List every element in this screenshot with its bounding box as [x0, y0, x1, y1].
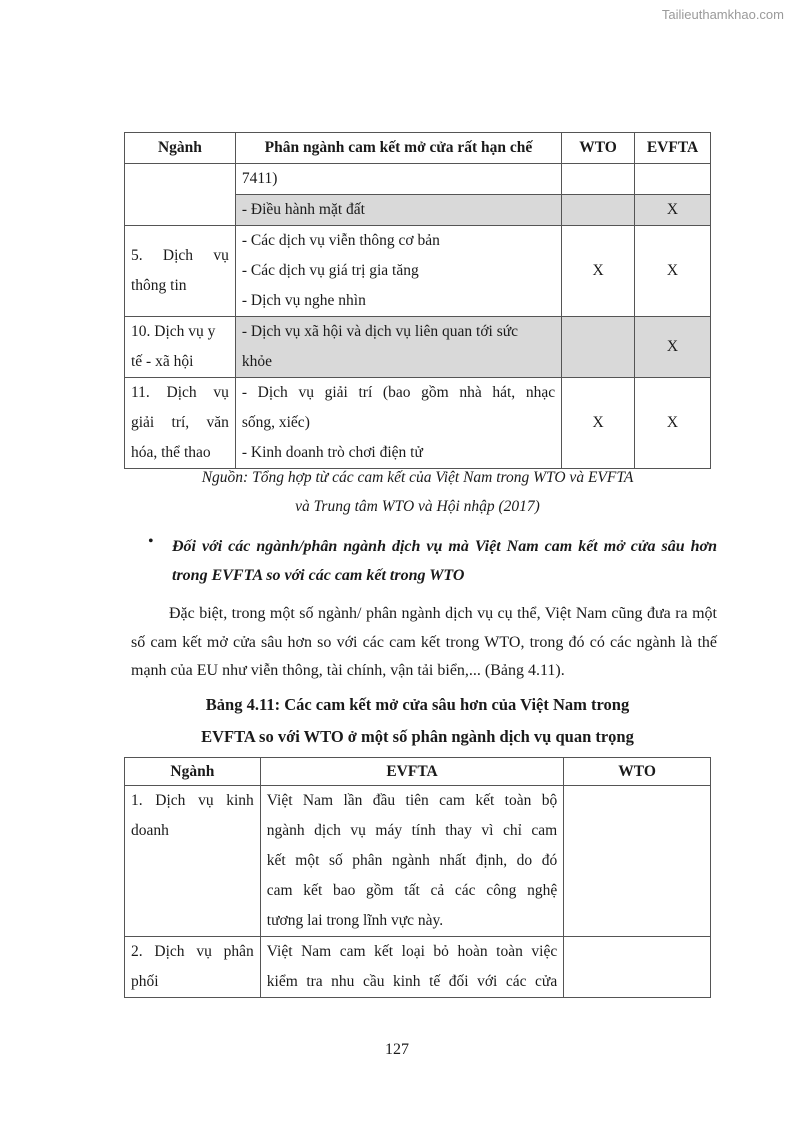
- sector-line: phối: [131, 973, 159, 990]
- sector-cell: [125, 317, 236, 378]
- sector-cell: [125, 786, 261, 937]
- wto-cell: [562, 317, 635, 378]
- subsector-line: - Kinh doanh trò chơi điện tử: [241, 444, 423, 461]
- table-row: [125, 317, 711, 378]
- table-header-row: [125, 758, 711, 786]
- subsector-line: sống, xiếc): [241, 414, 310, 431]
- subsector-cell: [235, 164, 561, 195]
- sector-cell: [125, 164, 236, 226]
- deeper-commitments-table: [124, 757, 711, 998]
- evfta-line: cam kết bao gồm tất cả các công nghệ: [266, 882, 558, 899]
- sector-cell: [125, 226, 236, 317]
- sector-line: thông tin: [131, 277, 187, 294]
- evfta-cell: X: [635, 195, 711, 226]
- subsector-cell: [235, 226, 561, 317]
- sector-line: giải trí, văn: [131, 414, 229, 431]
- header-evfta: EVFTA: [260, 758, 563, 786]
- subsector-line: - Dịch vụ nghe nhìn: [241, 292, 366, 309]
- subsector-line: khỏe: [241, 353, 272, 370]
- subsector-cell: [235, 378, 561, 469]
- evfta-line: Việt Nam lần đầu tiên cam kết toàn bộ: [266, 792, 558, 809]
- evfta-line: tương lai trong lĩnh vực này.: [266, 912, 444, 929]
- table-source-line-1: Nguồn: Tổng hợp từ các cam kết của Việt Nam trong WTO và EVFTA: [201, 469, 634, 486]
- bullet-icon: •: [148, 533, 154, 550]
- evfta-cell: [260, 786, 563, 937]
- evfta-cell: X: [635, 378, 711, 469]
- wto-cell: X: [562, 378, 635, 469]
- sector-line: 2. Dịch vụ phân: [131, 943, 254, 960]
- section-heading: Đối với các ngành/phân ngành dịch vụ mà Việt Nam cam kết mở cửa sâu hơn trong EVFTA so với các cam kết trong WTO: [172, 538, 717, 584]
- wto-cell: [562, 164, 635, 195]
- sector-cell: [125, 937, 261, 998]
- wto-cell: X: [562, 226, 635, 317]
- header-subsector: Phân ngành cam kết mở cửa rất hạn chế: [235, 133, 561, 164]
- table-header-row: [125, 133, 711, 164]
- table-row: [125, 786, 711, 937]
- evfta-cell: [260, 937, 563, 998]
- table-row: [125, 164, 711, 195]
- header-sector: Ngành: [125, 133, 236, 164]
- sector-line: 5. Dịch vụ: [131, 247, 229, 264]
- header-sector: Ngành: [125, 758, 261, 786]
- wto-cell: [564, 786, 711, 937]
- evfta-line: kiểm tra nhu cầu kinh tế đối với các cửa: [266, 973, 558, 990]
- watermark: Tailieuthamkhao.com: [661, 7, 784, 22]
- restricted-sectors-table: [124, 132, 711, 469]
- subsector-line: - Các dịch vụ giá trị gia tăng: [241, 262, 419, 279]
- sector-line: 11. Dịch vụ: [131, 384, 229, 401]
- subsector-cell: [235, 317, 561, 378]
- table-caption-line-2: EVFTA so với WTO ở một số phân ngành dịch vụ quan trọng: [201, 727, 634, 746]
- evfta-cell: [635, 164, 711, 195]
- evfta-line: ngành dịch vụ máy tính thay vì chỉ cam: [266, 822, 558, 839]
- subsector-line: 7411): [241, 170, 278, 187]
- evfta-cell: X: [635, 317, 711, 378]
- table-caption-line-1: Bảng 4.11: Các cam kết mở cửa sâu hơn của Việt Nam trong: [205, 695, 630, 714]
- table-row: [125, 226, 711, 317]
- table-row: [125, 378, 711, 469]
- wto-cell: [562, 195, 635, 226]
- subsector-line: - Điều hành mặt đất: [241, 201, 365, 218]
- subsector-cell: [235, 195, 561, 226]
- evfta-line: Việt Nam cam kết loại bỏ hoàn toàn việc: [266, 943, 558, 960]
- sector-line: doanh: [131, 822, 169, 839]
- wto-cell: [564, 937, 711, 998]
- table-source-line-2: và Trung tâm WTO và Hội nhập (2017): [295, 498, 540, 515]
- sector-line: hóa, thể thao: [131, 444, 211, 461]
- evfta-line: kết một số phân ngành nhất định, do đó: [266, 852, 558, 869]
- page-number: 127: [385, 1041, 409, 1058]
- sector-line: 10. Dịch vụ y: [131, 323, 216, 340]
- header-wto: WTO: [564, 758, 711, 786]
- sector-cell: [125, 378, 236, 469]
- sector-line: 1. Dịch vụ kinh: [131, 792, 254, 809]
- table-row: [125, 937, 711, 998]
- header-wto: WTO: [562, 133, 635, 164]
- subsector-line: - Dịch vụ giải trí (bao gồm nhà hát, nhạc: [241, 384, 556, 401]
- sector-line: tế - xã hội: [131, 353, 194, 370]
- evfta-cell: X: [635, 226, 711, 317]
- header-evfta: EVFTA: [635, 133, 711, 164]
- subsector-line: - Dịch vụ xã hội và dịch vụ liên quan tới sức: [241, 323, 519, 340]
- subsector-line: - Các dịch vụ viễn thông cơ bản: [241, 232, 440, 249]
- body-paragraph: Đặc biệt, trong một số ngành/ phân ngành dịch vụ cụ thể, Việt Nam cũng đưa ra một số cam kết mở cửa sâu hơn so với các cam kết trong WTO, trong đó có các ngành là thế mạnh của EU như viễn thông, tài chính, vận tải biển,... (Bảng 4.11).: [131, 605, 717, 679]
